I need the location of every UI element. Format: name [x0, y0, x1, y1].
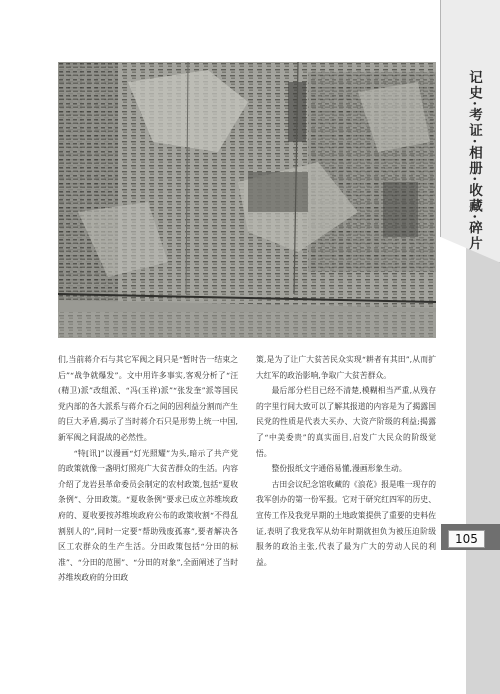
page-number: 105	[448, 530, 485, 548]
paragraph: 整份报纸文字通俗易懂,漫画形象生动。	[271, 464, 407, 474]
paragraph: 们,当前蒋介石与其它军阀之间只是“暂时告一结束之后”“战争就爆发”。文中用许多事实,客观分析了“汪(精卫)派”改组派、“冯(玉祥)派”“张发奎”派等国民党内部的各大派系与蒋介石之间的因利益分割而产生的巨大矛盾,揭示了当时蒋介石只是形势上统一中国,新军阀之间混战的必然性。	[58, 355, 238, 442]
paragraph: 最后部分栏目已经不清楚,模糊相当严重,从残存的字里行间大致可以了解其报道的内容是为了揭露国民党的性质是代表大买办、大资产阶级的利益;揭露了“中美委贵”的真实面目,启发广大民众的阶级觉悟。	[256, 386, 436, 458]
section-title: 记史·考证·相册·收藏·碎片	[466, 70, 482, 252]
left-text-column	[58, 352, 238, 586]
document-photo-graphic	[58, 62, 436, 338]
archival-document-photo	[58, 62, 436, 338]
paragraph: 古田会议纪念馆收藏的《浪花》报是唯一现存的我军创办的第一份军报。它对于研究红四军的历史、宣传工作及我党早期的土地政策提供了重要的史料佐证,表明了我党我军从幼年时期就担负为被压迫阶级服务的政治主张,代表了最为广大的劳动人民的利益。	[256, 479, 436, 567]
paragraph: 策,是为了让广大贫苦民众实现“耕者有其田”,从而扩大红军的政治影响,争取广大贫苦群众。	[256, 355, 436, 380]
paragraph: “特[讯]”以漫画“灯光照耀”为头,暗示了共产党的政策就像一盏明灯照亮广大贫苦群众的生活。内容介绍了龙岩县革命委员会制定的农村政策,包括“夏收条例”、分田政策。“夏收条例”要求已成立苏维埃政府的、夏收要按苏维埃政府公布的政策收割“不得乱割别人的”,同时一定要“帮助残废孤寡”,要者解决各区工农群众的生产生活。分田政策包括“分田的标准”、“分田的范围”、“分田的对象”,全面阐述了当时苏维埃政府的分田政	[58, 448, 238, 583]
right-text-column	[256, 352, 436, 570]
